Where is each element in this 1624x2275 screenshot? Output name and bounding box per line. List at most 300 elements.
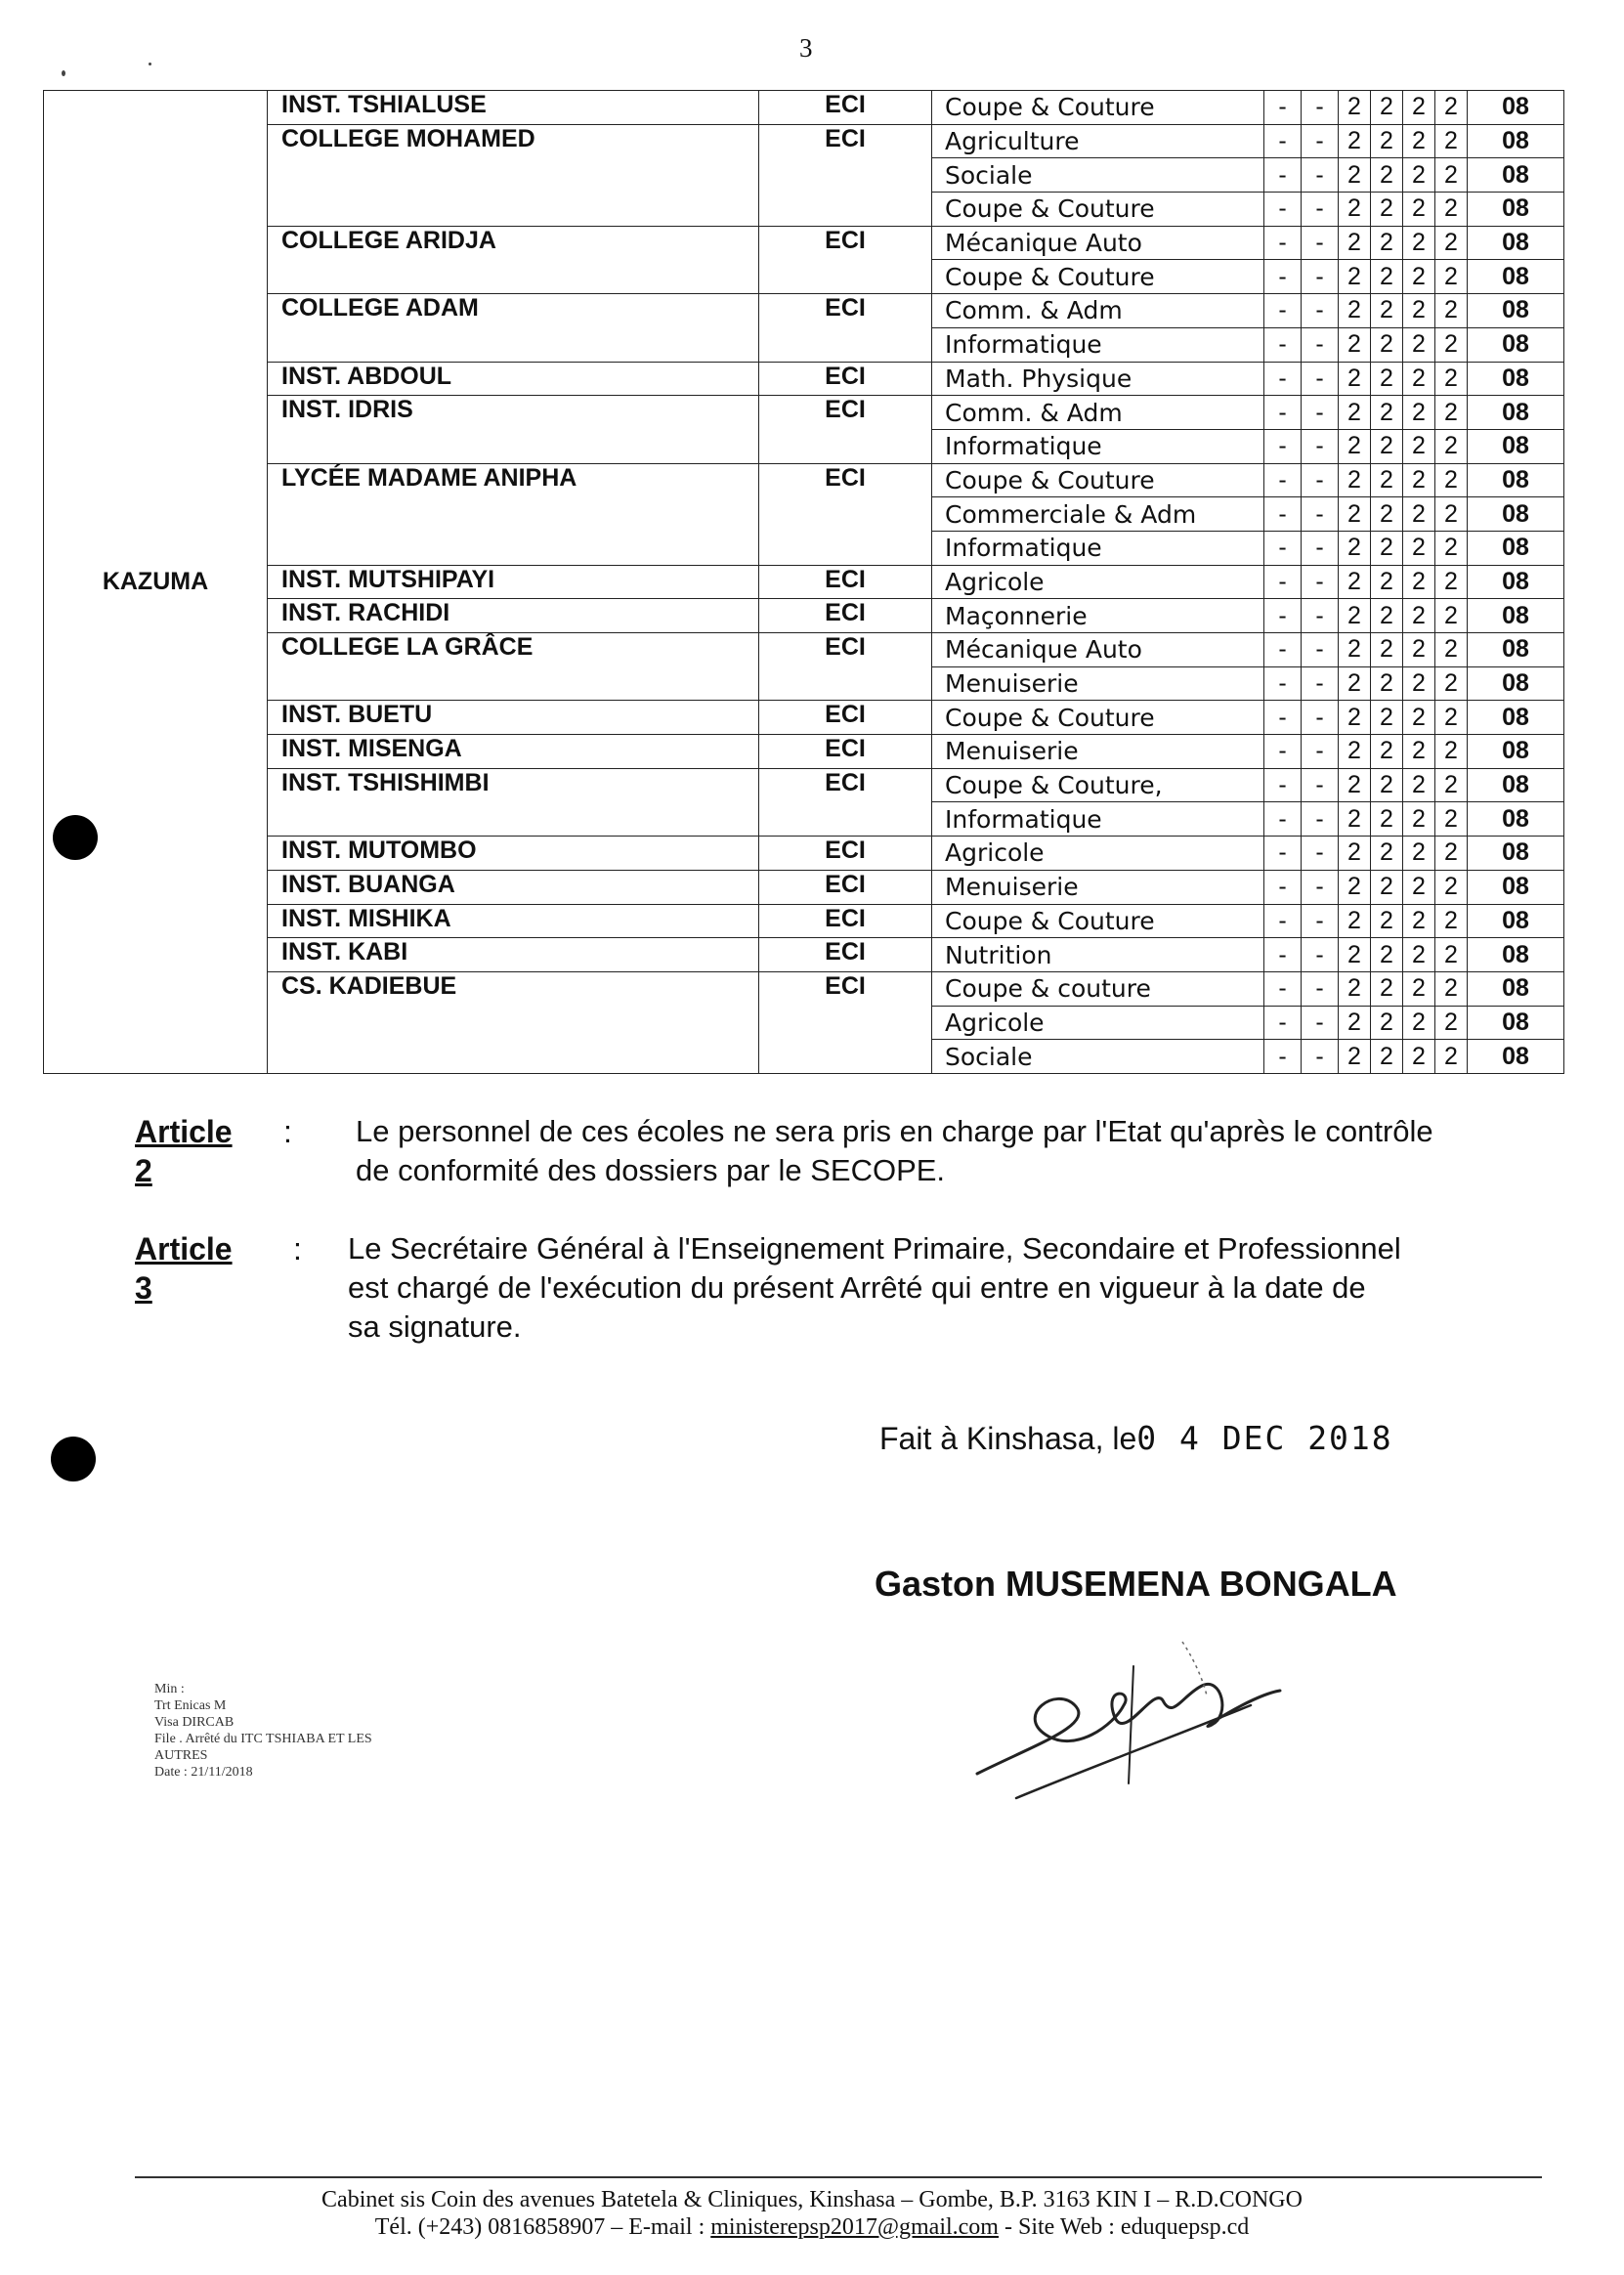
school-name: INST. MUTSHIPAYI bbox=[268, 565, 759, 599]
count-cell: 2 bbox=[1371, 294, 1403, 328]
schools-table bbox=[43, 90, 1564, 1074]
total-cell: 08 bbox=[1468, 1006, 1564, 1040]
option-cell: Coupe & Couture bbox=[932, 463, 1264, 497]
count-cell: - bbox=[1264, 599, 1302, 633]
signer-name: Gaston MUSEMENA BONGALA bbox=[875, 1564, 1397, 1604]
count-cell: 2 bbox=[1371, 1006, 1403, 1040]
option-cell: Maçonnerie bbox=[932, 599, 1264, 633]
school-type: ECI bbox=[759, 294, 932, 362]
count-cell: 2 bbox=[1435, 802, 1468, 837]
count-cell: 2 bbox=[1371, 599, 1403, 633]
count-cell: 2 bbox=[1371, 904, 1403, 938]
count-cell: - bbox=[1264, 497, 1302, 532]
school-name: INST. BUETU bbox=[268, 701, 759, 735]
count-cell: - bbox=[1264, 124, 1302, 158]
option-cell: Coupe & couture bbox=[932, 971, 1264, 1006]
total-cell: 08 bbox=[1468, 633, 1564, 667]
table-row bbox=[44, 91, 1564, 125]
school-name: COLLEGE ARIDJA bbox=[268, 226, 759, 293]
school-name: INST. BUANGA bbox=[268, 870, 759, 904]
count-cell: 2 bbox=[1339, 158, 1371, 193]
option-cell: Coupe & Couture, bbox=[932, 768, 1264, 802]
total-cell: 08 bbox=[1468, 870, 1564, 904]
table-row bbox=[44, 294, 1564, 328]
count-cell: - bbox=[1302, 294, 1339, 328]
school-type: ECI bbox=[759, 837, 932, 871]
count-cell: - bbox=[1302, 497, 1339, 532]
footer-rule bbox=[135, 2176, 1542, 2178]
school-type: ECI bbox=[759, 971, 932, 1073]
count-cell: - bbox=[1264, 193, 1302, 227]
ref-visa: Visa DIRCAB bbox=[154, 1715, 235, 1730]
school-name: INST. MISHIKA bbox=[268, 904, 759, 938]
count-cell: 2 bbox=[1403, 193, 1435, 227]
scan-speck bbox=[149, 63, 151, 65]
count-cell: 2 bbox=[1339, 938, 1371, 972]
count-cell: 2 bbox=[1371, 666, 1403, 701]
count-cell: 2 bbox=[1435, 735, 1468, 769]
count-cell: 2 bbox=[1435, 91, 1468, 125]
count-cell: 2 bbox=[1339, 837, 1371, 871]
option-cell: Informatique bbox=[932, 327, 1264, 362]
count-cell: - bbox=[1264, 531, 1302, 565]
ref-trt: Trt Enicas M bbox=[154, 1698, 227, 1713]
count-cell: 2 bbox=[1339, 971, 1371, 1006]
option-cell: Coupe & Couture bbox=[932, 260, 1264, 294]
count-cell: 2 bbox=[1435, 260, 1468, 294]
count-cell: 2 bbox=[1371, 226, 1403, 260]
count-cell: - bbox=[1302, 531, 1339, 565]
option-cell: Coupe & Couture bbox=[932, 701, 1264, 735]
option-cell: Mécanique Auto bbox=[932, 226, 1264, 260]
ref-date: Date : 21/11/2018 bbox=[154, 1765, 253, 1780]
count-cell: - bbox=[1264, 837, 1302, 871]
count-cell: 2 bbox=[1403, 1006, 1435, 1040]
count-cell: - bbox=[1302, 396, 1339, 430]
count-cell: 2 bbox=[1339, 294, 1371, 328]
count-cell: 2 bbox=[1339, 599, 1371, 633]
count-cell: - bbox=[1302, 1040, 1339, 1074]
count-cell: 2 bbox=[1339, 396, 1371, 430]
school-type: ECI bbox=[759, 463, 932, 565]
count-cell: - bbox=[1264, 260, 1302, 294]
article-2-line: de conformité des dossiers par le SECOPE. bbox=[356, 1153, 946, 1187]
count-cell: 2 bbox=[1435, 971, 1468, 1006]
count-cell: - bbox=[1302, 327, 1339, 362]
footer-web: - Site Web : eduquepsp.cd bbox=[998, 2214, 1250, 2240]
total-cell: 08 bbox=[1468, 226, 1564, 260]
option-cell: Agricole bbox=[932, 1006, 1264, 1040]
punch-hole bbox=[51, 1437, 96, 1481]
option-cell: Agriculture bbox=[932, 124, 1264, 158]
count-cell: 2 bbox=[1371, 327, 1403, 362]
count-cell: 2 bbox=[1371, 870, 1403, 904]
count-cell: - bbox=[1302, 904, 1339, 938]
count-cell: - bbox=[1302, 768, 1339, 802]
count-cell: 2 bbox=[1371, 938, 1403, 972]
count-cell: - bbox=[1264, 666, 1302, 701]
table-row bbox=[44, 938, 1564, 972]
school-type: ECI bbox=[759, 226, 932, 293]
school-type: ECI bbox=[759, 701, 932, 735]
count-cell: - bbox=[1302, 735, 1339, 769]
total-cell: 08 bbox=[1468, 904, 1564, 938]
school-name: INST. ABDOUL bbox=[268, 362, 759, 396]
count-cell: 2 bbox=[1339, 633, 1371, 667]
place-text: Fait à Kinshasa, le bbox=[879, 1421, 1137, 1456]
count-cell: - bbox=[1302, 938, 1339, 972]
article-2-label: Article 2 bbox=[135, 1114, 233, 1188]
count-cell: 2 bbox=[1403, 91, 1435, 125]
count-cell: 2 bbox=[1403, 938, 1435, 972]
count-cell: 2 bbox=[1371, 1040, 1403, 1074]
total-cell: 08 bbox=[1468, 193, 1564, 227]
count-cell: 2 bbox=[1339, 327, 1371, 362]
count-cell: 2 bbox=[1403, 837, 1435, 871]
count-cell: 2 bbox=[1403, 260, 1435, 294]
total-cell: 08 bbox=[1468, 327, 1564, 362]
option-cell: Menuiserie bbox=[932, 666, 1264, 701]
count-cell: 2 bbox=[1435, 768, 1468, 802]
count-cell: 2 bbox=[1435, 837, 1468, 871]
count-cell: - bbox=[1264, 158, 1302, 193]
article-3-line: est chargé de l'exécution du présent Arrêté qui entre en vigueur à la date de bbox=[348, 1270, 1366, 1305]
count-cell: 2 bbox=[1403, 327, 1435, 362]
count-cell: 2 bbox=[1371, 193, 1403, 227]
total-cell: 08 bbox=[1468, 294, 1564, 328]
table-row bbox=[44, 904, 1564, 938]
ref-file-cont: AUTRES bbox=[154, 1748, 208, 1763]
count-cell: 2 bbox=[1339, 735, 1371, 769]
total-cell: 08 bbox=[1468, 735, 1564, 769]
count-cell: - bbox=[1264, 768, 1302, 802]
count-cell: 2 bbox=[1403, 124, 1435, 158]
date-stamp: 0 4 DEC 2018 bbox=[1136, 1419, 1393, 1457]
school-type: ECI bbox=[759, 124, 932, 226]
count-cell: 2 bbox=[1371, 124, 1403, 158]
count-cell: 2 bbox=[1435, 1006, 1468, 1040]
count-cell: 2 bbox=[1435, 429, 1468, 463]
count-cell: 2 bbox=[1435, 599, 1468, 633]
option-cell: Sociale bbox=[932, 158, 1264, 193]
table-row bbox=[44, 633, 1564, 667]
school-name: INST. TSHIALUSE bbox=[268, 91, 759, 125]
punch-hole bbox=[53, 815, 98, 860]
total-cell: 08 bbox=[1468, 429, 1564, 463]
count-cell: - bbox=[1302, 124, 1339, 158]
count-cell: - bbox=[1264, 429, 1302, 463]
count-cell: 2 bbox=[1435, 396, 1468, 430]
count-cell: 2 bbox=[1403, 666, 1435, 701]
count-cell: 2 bbox=[1435, 226, 1468, 260]
reference-block bbox=[154, 1681, 372, 1781]
table-row bbox=[44, 396, 1564, 430]
option-cell: Coupe & Couture bbox=[932, 193, 1264, 227]
count-cell: - bbox=[1264, 294, 1302, 328]
count-cell: 2 bbox=[1403, 158, 1435, 193]
school-type: ECI bbox=[759, 768, 932, 836]
total-cell: 08 bbox=[1468, 938, 1564, 972]
count-cell: 2 bbox=[1371, 735, 1403, 769]
count-cell: 2 bbox=[1403, 463, 1435, 497]
count-cell: - bbox=[1302, 870, 1339, 904]
scan-speck bbox=[62, 70, 65, 76]
count-cell: 2 bbox=[1339, 260, 1371, 294]
article-3-line: sa signature. bbox=[348, 1309, 522, 1344]
count-cell: 2 bbox=[1435, 124, 1468, 158]
total-cell: 08 bbox=[1468, 768, 1564, 802]
school-name: CS. KADIEBUE bbox=[268, 971, 759, 1073]
count-cell: 2 bbox=[1403, 396, 1435, 430]
count-cell: - bbox=[1302, 362, 1339, 396]
count-cell: 2 bbox=[1339, 362, 1371, 396]
count-cell: 2 bbox=[1339, 802, 1371, 837]
total-cell: 08 bbox=[1468, 158, 1564, 193]
school-type: ECI bbox=[759, 735, 932, 769]
ref-file: File . Arrêté du ITC TSHIABA ET LES bbox=[154, 1732, 372, 1746]
total-cell: 08 bbox=[1468, 666, 1564, 701]
count-cell: 2 bbox=[1371, 837, 1403, 871]
article-3-label: Article 3 bbox=[135, 1231, 233, 1306]
count-cell: 2 bbox=[1371, 531, 1403, 565]
count-cell: 2 bbox=[1435, 1040, 1468, 1074]
count-cell: 2 bbox=[1339, 226, 1371, 260]
school-type: ECI bbox=[759, 565, 932, 599]
page-number: 3 bbox=[799, 33, 813, 63]
count-cell: - bbox=[1264, 463, 1302, 497]
option-cell: Agricole bbox=[932, 837, 1264, 871]
count-cell: 2 bbox=[1403, 701, 1435, 735]
table-row bbox=[44, 599, 1564, 633]
total-cell: 08 bbox=[1468, 362, 1564, 396]
article-3-colon: : bbox=[293, 1231, 302, 1266]
count-cell: 2 bbox=[1403, 802, 1435, 837]
count-cell: 2 bbox=[1435, 938, 1468, 972]
total-cell: 08 bbox=[1468, 565, 1564, 599]
count-cell: - bbox=[1302, 633, 1339, 667]
count-cell: 2 bbox=[1371, 768, 1403, 802]
count-cell: 2 bbox=[1371, 802, 1403, 837]
count-cell: 2 bbox=[1339, 701, 1371, 735]
count-cell: - bbox=[1264, 396, 1302, 430]
count-cell: 2 bbox=[1403, 633, 1435, 667]
count-cell: 2 bbox=[1339, 768, 1371, 802]
option-cell: Mécanique Auto bbox=[932, 633, 1264, 667]
count-cell: - bbox=[1302, 226, 1339, 260]
count-cell: - bbox=[1302, 260, 1339, 294]
table-row bbox=[44, 124, 1564, 158]
count-cell: 2 bbox=[1371, 158, 1403, 193]
school-name: INST. IDRIS bbox=[268, 396, 759, 463]
school-name: INST. TSHISHIMBI bbox=[268, 768, 759, 836]
school-type: ECI bbox=[759, 599, 932, 633]
table-row bbox=[44, 971, 1564, 1006]
total-cell: 08 bbox=[1468, 1040, 1564, 1074]
count-cell: 2 bbox=[1371, 396, 1403, 430]
school-type: ECI bbox=[759, 362, 932, 396]
count-cell: 2 bbox=[1339, 531, 1371, 565]
total-cell: 08 bbox=[1468, 531, 1564, 565]
count-cell: 2 bbox=[1371, 91, 1403, 125]
count-cell: - bbox=[1264, 971, 1302, 1006]
total-cell: 08 bbox=[1468, 396, 1564, 430]
count-cell: 2 bbox=[1339, 497, 1371, 532]
option-cell: Agricole bbox=[932, 565, 1264, 599]
count-cell: 2 bbox=[1371, 701, 1403, 735]
footer-tel: Tél. (+243) 0816858907 – E-mail : bbox=[374, 2214, 711, 2240]
count-cell: 2 bbox=[1435, 362, 1468, 396]
table-row bbox=[44, 565, 1564, 599]
count-cell: 2 bbox=[1403, 531, 1435, 565]
count-cell: 2 bbox=[1371, 633, 1403, 667]
option-cell: Comm. & Adm bbox=[932, 294, 1264, 328]
total-cell: 08 bbox=[1468, 497, 1564, 532]
school-name: INST. RACHIDI bbox=[268, 599, 759, 633]
count-cell: 2 bbox=[1403, 735, 1435, 769]
option-cell: Nutrition bbox=[932, 938, 1264, 972]
count-cell: 2 bbox=[1435, 531, 1468, 565]
handwritten-signature bbox=[958, 1627, 1348, 1823]
total-cell: 08 bbox=[1468, 260, 1564, 294]
count-cell: 2 bbox=[1435, 193, 1468, 227]
total-cell: 08 bbox=[1468, 599, 1564, 633]
count-cell: - bbox=[1264, 938, 1302, 972]
footer-email-link[interactable]: ministerepsp2017@gmail.com bbox=[710, 2214, 999, 2240]
count-cell: - bbox=[1264, 362, 1302, 396]
count-cell: - bbox=[1264, 735, 1302, 769]
count-cell: - bbox=[1264, 802, 1302, 837]
count-cell: 2 bbox=[1435, 701, 1468, 735]
option-cell: Informatique bbox=[932, 531, 1264, 565]
count-cell: 2 bbox=[1403, 565, 1435, 599]
total-cell: 08 bbox=[1468, 463, 1564, 497]
count-cell: - bbox=[1264, 226, 1302, 260]
count-cell: - bbox=[1264, 1006, 1302, 1040]
option-cell: Coupe & Couture bbox=[932, 904, 1264, 938]
count-cell: 2 bbox=[1403, 904, 1435, 938]
count-cell: 2 bbox=[1371, 971, 1403, 1006]
count-cell: 2 bbox=[1435, 294, 1468, 328]
count-cell: 2 bbox=[1339, 91, 1371, 125]
school-name: INST. MISENGA bbox=[268, 735, 759, 769]
count-cell: 2 bbox=[1403, 429, 1435, 463]
count-cell: 2 bbox=[1339, 870, 1371, 904]
count-cell: 2 bbox=[1339, 193, 1371, 227]
count-cell: 2 bbox=[1403, 1040, 1435, 1074]
count-cell: - bbox=[1302, 599, 1339, 633]
table-row bbox=[44, 701, 1564, 735]
count-cell: 2 bbox=[1339, 1040, 1371, 1074]
count-cell: 2 bbox=[1435, 497, 1468, 532]
count-cell: - bbox=[1302, 158, 1339, 193]
option-cell: Math. Physique bbox=[932, 362, 1264, 396]
zone-cell: KAZUMA bbox=[44, 91, 268, 1074]
count-cell: 2 bbox=[1403, 226, 1435, 260]
ref-min: Min : bbox=[154, 1682, 185, 1696]
count-cell: 2 bbox=[1435, 463, 1468, 497]
count-cell: 2 bbox=[1435, 904, 1468, 938]
count-cell: - bbox=[1264, 633, 1302, 667]
count-cell: - bbox=[1302, 463, 1339, 497]
count-cell: 2 bbox=[1403, 768, 1435, 802]
count-cell: - bbox=[1302, 565, 1339, 599]
school-type: ECI bbox=[759, 91, 932, 125]
count-cell: 2 bbox=[1371, 260, 1403, 294]
school-type: ECI bbox=[759, 904, 932, 938]
count-cell: 2 bbox=[1371, 463, 1403, 497]
count-cell: 2 bbox=[1371, 497, 1403, 532]
count-cell: - bbox=[1264, 91, 1302, 125]
count-cell: 2 bbox=[1403, 599, 1435, 633]
count-cell: 2 bbox=[1371, 429, 1403, 463]
count-cell: - bbox=[1302, 701, 1339, 735]
article-2-line: Le personnel de ces écoles ne sera pris en charge par l'Etat qu'après le contrôle bbox=[356, 1114, 1433, 1148]
footer-contact bbox=[0, 2214, 1624, 2241]
total-cell: 08 bbox=[1468, 91, 1564, 125]
count-cell: - bbox=[1264, 1040, 1302, 1074]
count-cell: 2 bbox=[1339, 429, 1371, 463]
table-row bbox=[44, 768, 1564, 802]
count-cell: 2 bbox=[1403, 362, 1435, 396]
count-cell: 2 bbox=[1339, 666, 1371, 701]
count-cell: 2 bbox=[1339, 565, 1371, 599]
option-cell: Informatique bbox=[932, 429, 1264, 463]
count-cell: 2 bbox=[1435, 158, 1468, 193]
count-cell: - bbox=[1264, 565, 1302, 599]
school-name: INST. MUTOMBO bbox=[268, 837, 759, 871]
option-cell: Menuiserie bbox=[932, 735, 1264, 769]
count-cell: - bbox=[1302, 802, 1339, 837]
count-cell: - bbox=[1264, 870, 1302, 904]
count-cell: 2 bbox=[1371, 362, 1403, 396]
school-name: COLLEGE LA GRÂCE bbox=[268, 633, 759, 701]
place-and-date bbox=[879, 1419, 1393, 1457]
count-cell: - bbox=[1264, 904, 1302, 938]
option-cell: Sociale bbox=[932, 1040, 1264, 1074]
table-row bbox=[44, 870, 1564, 904]
count-cell: - bbox=[1302, 666, 1339, 701]
option-cell: Commerciale & Adm bbox=[932, 497, 1264, 532]
school-type: ECI bbox=[759, 870, 932, 904]
count-cell: 2 bbox=[1339, 1006, 1371, 1040]
school-name: COLLEGE ADAM bbox=[268, 294, 759, 362]
option-cell: Comm. & Adm bbox=[932, 396, 1264, 430]
count-cell: - bbox=[1302, 837, 1339, 871]
table-row bbox=[44, 735, 1564, 769]
footer-address: Cabinet sis Coin des avenues Batetela & Cliniques, Kinshasa – Gombe, B.P. 3163 KIN I – R.D.CONGO bbox=[321, 2187, 1303, 2212]
school-name: LYCÉE MADAME ANIPHA bbox=[268, 463, 759, 565]
count-cell: 2 bbox=[1403, 870, 1435, 904]
count-cell: 2 bbox=[1339, 463, 1371, 497]
count-cell: 2 bbox=[1403, 971, 1435, 1006]
option-cell: Informatique bbox=[932, 802, 1264, 837]
count-cell: 2 bbox=[1339, 124, 1371, 158]
count-cell: 2 bbox=[1339, 904, 1371, 938]
option-cell: Coupe & Couture bbox=[932, 91, 1264, 125]
count-cell: - bbox=[1264, 701, 1302, 735]
table-row bbox=[44, 226, 1564, 260]
count-cell: - bbox=[1302, 971, 1339, 1006]
total-cell: 08 bbox=[1468, 837, 1564, 871]
school-name: INST. KABI bbox=[268, 938, 759, 972]
total-cell: 08 bbox=[1468, 802, 1564, 837]
count-cell: 2 bbox=[1435, 327, 1468, 362]
count-cell: - bbox=[1302, 429, 1339, 463]
article-2-colon: : bbox=[283, 1114, 292, 1149]
article-3-line: Le Secrétaire Général à l'Enseignement Primaire, Secondaire et Professionnel bbox=[348, 1231, 1401, 1266]
count-cell: - bbox=[1302, 193, 1339, 227]
count-cell: - bbox=[1302, 91, 1339, 125]
